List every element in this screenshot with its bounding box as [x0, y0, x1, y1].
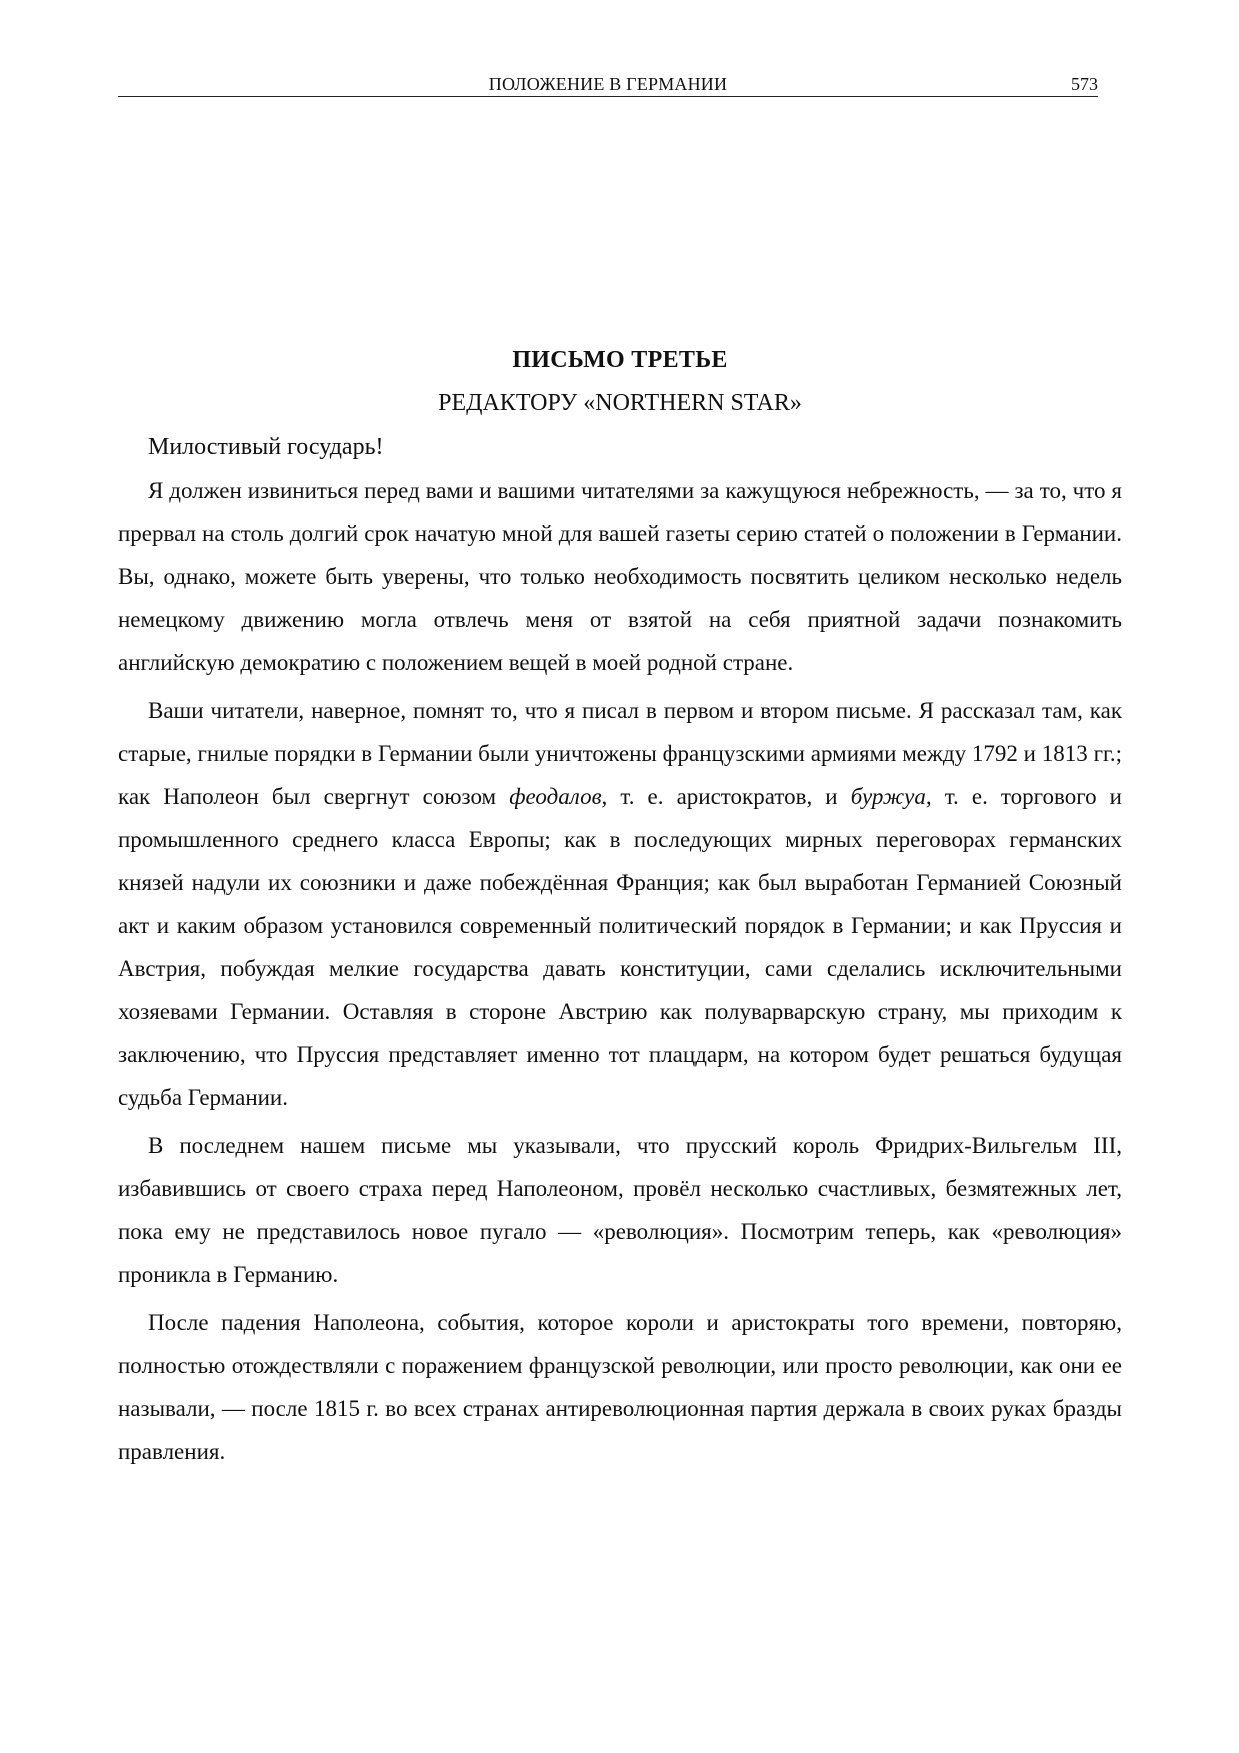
running-header	[118, 72, 1098, 97]
paragraph-2-emphasis-2: буржуа,	[850, 784, 932, 809]
letter-body	[118, 345, 1122, 1473]
paragraph-2-part-2: т. е. аристократов, и	[607, 784, 851, 809]
paragraph-1: Я должен извиниться перед вами и вашими читателями за кажущуюся небрежность, — за то, что я прервал на столь долгий срок начатую мной для вашей газеты серию статей о положении в Германии. Вы, однако, можете быть уверены, что только необходимость посвятить целиком несколько недель немецкому движению могла отвлечь меня от взятой на себя приятной задачи познакомить английскую демократию с положением вещей в моей родной стране.	[118, 478, 1122, 675]
paragraph-2-emphasis-1: феодалов,	[509, 784, 608, 809]
paragraph-2-part-3: т. е. торгового и промышленного среднего класса Европы; как в последующих мирных переговорах германских князей надули их союзники и даже побеждённая Франция; как был выработан Германией Союзный акт и каким образом установился современный политический порядок в Германии; и как Пруссия и Австрия, побуждая мелкие государства давать конституции, сами сделались исключительными хозяевами Германии. Оставляя в стороне Австрию как полуварварскую страну, мы приходим к заключению, что Пруссия представляет именно тот плацдарм, на котором будет решаться будущая судьба Германии.	[118, 784, 1122, 1110]
letter-title: ПИСЬМО ТРЕТЬЕ	[512, 347, 728, 373]
letter-addressee: РЕДАКТОРУ «NORTHERN STAR»	[438, 390, 802, 416]
letter-salutation: Милостивый государь!	[148, 434, 384, 460]
page-number: 573	[1071, 74, 1098, 94]
running-header-title: ПОЛОЖЕНИЕ В ГЕРМАНИИ	[488, 74, 728, 94]
paragraph-4: После падения Наполеона, события, которое короли и аристократы того времени, повторяю, полностью отождествляли с поражением французской революции, или просто революции, как они ее называли, — после 1815 г. во всех странах антиреволюционная партия держала в своих руках бразды правления.	[118, 1310, 1122, 1464]
paragraph-3: В последнем нашем письме мы указывали, что прусский король Фридрих-Вильгельм III, избавившись от своего страха перед Наполеоном, провёл несколько счастливых, безмятежных лет, пока ему не представилось новое пугало — «революция». Посмотрим теперь, как «революция» проникла в Германию.	[118, 1133, 1122, 1287]
paragraph-2-part-1: Ваши читатели, наверное, помнят то, что я писал в первом и втором письме. Я рассказал там, как старые, гнилые порядки в Германии были уничтожены французскими армиями между 1792 и 1813 гг.; как Наполеон был свергнут союзом	[118, 698, 1122, 809]
paragraph-2	[118, 689, 1122, 1119]
